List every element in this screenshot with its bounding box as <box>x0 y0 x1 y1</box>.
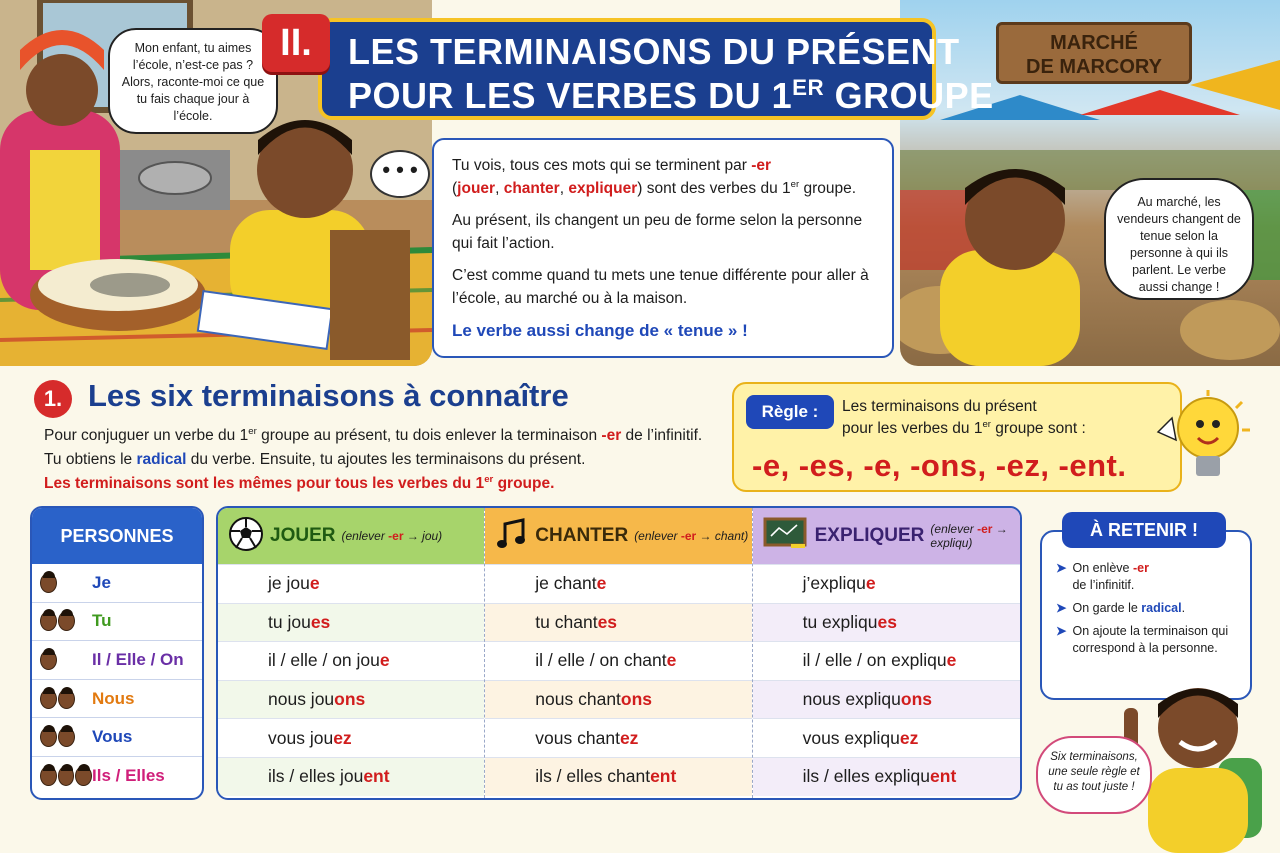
conjugation-row: il / elle / on jou e <box>218 641 484 680</box>
retenir-item: ➤ On enlève -er de l’infinitif. <box>1056 561 1149 592</box>
chalkboard-icon <box>763 516 809 557</box>
verb-header-jouer <box>218 508 484 564</box>
person-label: Ils / Elles <box>92 766 165 786</box>
avatar-icon <box>40 689 92 709</box>
subsection-title: Les six terminaisons à connaître <box>88 378 569 413</box>
verb-name: JOUER <box>270 525 336 546</box>
person-label: Vous <box>92 727 133 747</box>
boy-speech-bubble: Six terminaisons, une seule règle et tu as tout juste ! <box>1036 736 1152 814</box>
conjugation-row: je chant e <box>485 564 751 603</box>
explanation-paragraph-3: C’est comme quand tu mets une tenue différente pour aller à l’école, au marché ou à la maison. <box>452 267 869 307</box>
rule-text: Les terminaisons du présent pour les verbes du 1er groupe sont : <box>842 398 1086 437</box>
title-line-2: POUR LES VERBES DU 1ER GROUPE <box>348 75 994 116</box>
person-row <box>32 680 202 719</box>
conjugation-row: ils / elles expliqu ent <box>753 757 1020 796</box>
person-row <box>32 603 202 642</box>
thought-bubble: • • • <box>370 150 430 198</box>
person-label: Il / Elle / On <box>92 649 184 669</box>
conjugation-row: nous chant ons <box>485 680 751 719</box>
verb-header-chanter <box>485 508 751 564</box>
avatar-icon <box>40 766 92 786</box>
music-notes-icon <box>495 516 529 557</box>
person-label: Tu <box>92 611 112 631</box>
subsection-number-badge: 1. <box>34 380 72 418</box>
soccer-ball-icon <box>228 516 264 557</box>
person-row <box>32 564 202 603</box>
conjugation-row: ils / elles chant ent <box>485 757 751 796</box>
conjugation-row: il / elle / on chant e <box>485 641 751 680</box>
avatar-icon <box>40 727 92 747</box>
conjugation-row: vous expliqu ez <box>753 718 1020 757</box>
market-sign: MARCHÉ DE MARCORY <box>996 22 1192 84</box>
conjugation-row: j’expliqu e <box>753 564 1020 603</box>
page-title <box>318 18 994 120</box>
intro-text: Pour conjuguer un verbe du 1er groupe au présent, tu dois enlever la terminaison -er de l’infinitif. Tu obtiens le radical du verbe. Ensuite, tu ajoutes les terminaisons du présent. Les terminaisons sont les mêmes pour tous les verbes du 1er groupe. <box>44 425 703 492</box>
conjugation-row: vous chant ez <box>485 718 751 757</box>
conjugation-row: vous jou ez <box>218 718 484 757</box>
verb-header-expliquer <box>753 508 1020 564</box>
verb-column-jouer <box>218 508 485 798</box>
person-row <box>32 718 202 757</box>
explanation-highlight: Le verbe aussi change de « tenue » ! <box>452 321 748 340</box>
verb-column-chanter <box>485 508 752 798</box>
conjugation-row: il / elle / on expliqu e <box>753 641 1020 680</box>
retenir-item: ➤ On garde le radical. <box>1056 601 1186 615</box>
explanation-paragraph-1: Tu vois, tous ces mots qui se terminent par -er (jouer, chanter, expliquer) sont des verbes du 1er groupe. <box>452 157 857 197</box>
person-label: Je <box>92 572 111 592</box>
market-speech-bubble: Au marché, les vendeurs changent de tenue selon la personne à qui ils parlent. Le verbe aussi change ! <box>1104 178 1254 300</box>
verb-column-expliquer <box>753 508 1020 798</box>
verb-note: (enlever -er → expliqu) <box>930 522 1008 550</box>
conjugation-row: je jou e <box>218 564 484 603</box>
person-row <box>32 641 202 680</box>
explanation-paragraph-2: Au présent, ils changent un peu de forme selon la personne qui fait l’action. <box>452 212 863 252</box>
conjugation-row: nous expliqu ons <box>753 680 1020 719</box>
persons-header: PERSONNES <box>32 508 202 564</box>
conjugation-table <box>216 506 1022 800</box>
avatar-icon <box>40 650 92 670</box>
conjugation-row: ils / elles jou ent <box>218 757 484 796</box>
title-line-1: LES TERMINAISONS DU PRÉSENT <box>348 31 960 72</box>
rule-label: Règle : <box>746 395 834 429</box>
avatar-icon <box>40 573 92 593</box>
explanation-box <box>432 138 894 358</box>
section-number-badge: II. <box>262 14 330 72</box>
person-row <box>32 757 202 796</box>
conjugation-row: tu chant es <box>485 603 751 642</box>
rule-endings: -e, -es, -e, -ons, -ez, -ent. <box>752 448 1127 483</box>
avatar-icon <box>40 611 92 631</box>
person-label: Nous <box>92 688 135 708</box>
retenir-title: À RETENIR ! <box>1062 512 1226 548</box>
conjugation-row: tu jou es <box>218 603 484 642</box>
verb-name: CHANTER <box>535 525 629 546</box>
verb-note: (enlever -er → jou) <box>341 529 443 543</box>
verb-note: (enlever -er → chant) <box>634 529 749 543</box>
conjugation-row: tu expliqu es <box>753 603 1020 642</box>
retenir-item: ➤ On ajoute la terminaison qui correspond à la personne. <box>1056 624 1229 655</box>
lightbulb-icon <box>1146 388 1256 492</box>
conjugation-row: nous jou ons <box>218 680 484 719</box>
mother-speech-bubble: Mon enfant, tu aimes l’école, n’est-ce pas ? Alors, raconte-moi ce que tu fais chaque jour à l’école. <box>108 28 278 134</box>
persons-column <box>30 506 204 800</box>
verb-name: EXPLIQUER <box>814 525 925 546</box>
